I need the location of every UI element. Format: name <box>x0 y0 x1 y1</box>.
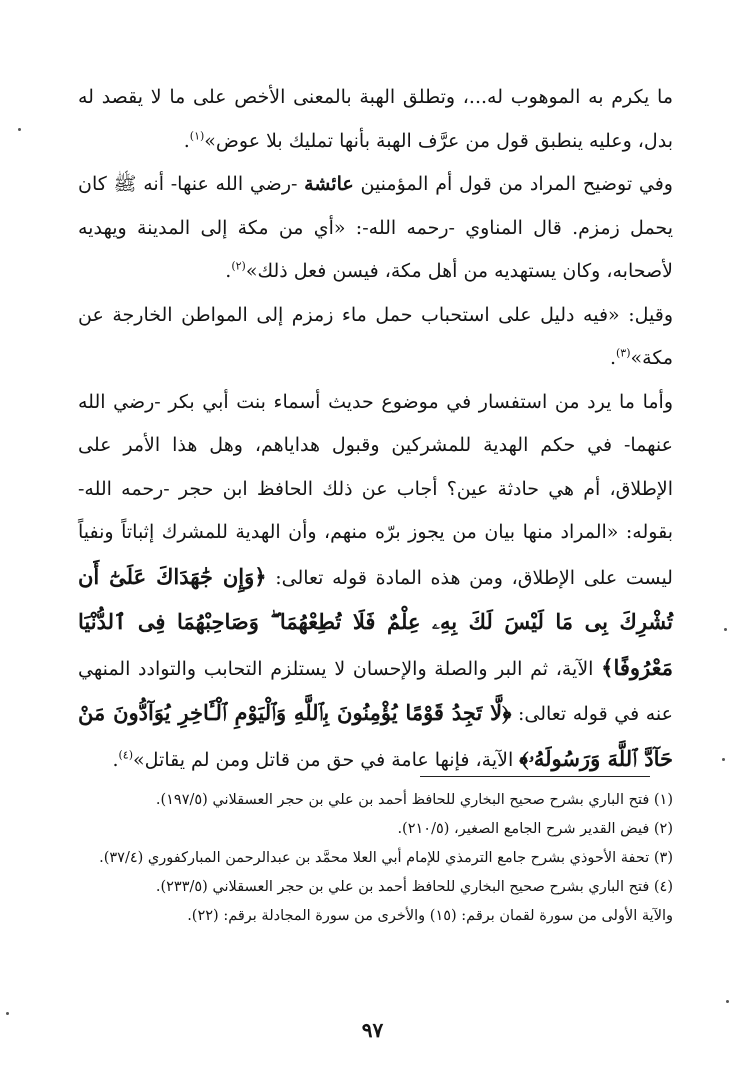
paragraph-1 <box>78 76 673 163</box>
footnote-4: (٤) فتح الباري بشرح صحيح البخاري للحافظ أحمد بن علي بن حجر العسقلاني (٢٣٣/٥). <box>155 879 673 895</box>
scan-speck <box>18 128 21 131</box>
paragraph-1-end: . <box>183 129 190 152</box>
footnote-divider <box>420 776 650 777</box>
quran-verse-2: ﴿لَّا تَجِدُ قَوْمًا يُؤْمِنُونَ بِٱللَّهِ وَٱلْيَوْمِ ٱلْـَٔاخِرِ يُوَآدُّونَ مَنْ حَآدَّ ٱللَّهَ وَرَسُولَهُۥ﴾ <box>78 700 673 771</box>
paragraph-2-text-a: وفي توضيح المراد من قول أم المؤمنين <box>353 173 673 195</box>
main-text <box>78 76 673 782</box>
footnote-ref-3[interactable]: (٣) <box>616 346 631 360</box>
paragraph-4-end: . <box>112 748 119 771</box>
scan-speck <box>726 1000 729 1003</box>
paragraph-1-text: ما يكرم به الموهوب له...، وتطلق الهبة بالمعنى الأخص على ما لا يقصد له بدل، وعليه ينطبق قول من عرَّف الهبة بأنها تمليك بلا عوض» <box>78 86 673 152</box>
footnote-ref-2[interactable]: (٢) <box>231 259 246 273</box>
paragraph-3 <box>78 294 673 381</box>
paragraph-4-text-b: الآية، ثم البر والصلة والإحسان لا يستلزم التحابب والتوادد المنهي عنه في قوله تعالى: <box>78 657 673 725</box>
paragraph-2 <box>78 163 673 294</box>
paragraph-2-text-b: -رضي الله عنها- أنه ﷺ كان يحمل زمزم. قال المناوي -رحمه الله-: «أي من مكة إلى المدينة ويهديه لأصحابه، وكان يستهديه من أهل مكة، فيسن فعل ذلك» <box>78 173 673 282</box>
highlighted-name: عائشة <box>304 173 354 195</box>
scan-speck <box>722 758 725 761</box>
paragraph-4-text-a: وأما ما يرد من استفسار في موضوع حديث أسماء بنت أبي بكر -رضي الله عنهما- في حكم الهدية للمشركين وقبول هداياهم، وهل هذا الأمر على الإطلاق، أم هي حادثة عين؟ أجاب عن ذلك الحافظ ابن حجر -رحمه الله- بقوله: «المراد منها بيان من يجوز برّه منهم، وأن الهدية للمشرك إثباتاً ونفياً ليست على الإطلاق، ومن هذه المادة قوله تعالى: <box>78 390 673 589</box>
page-number: ٩٧ <box>361 1018 384 1042</box>
footnote-1: (١) فتح الباري بشرح صحيح البخاري للحافظ أحمد بن علي بن حجر العسقلاني (١٩٧/٥). <box>155 792 673 808</box>
paragraph-3-end: . <box>609 347 616 369</box>
scan-speck <box>724 628 727 631</box>
footnote-2: (٢) فيض القدير شرح الجامع الصغير، (٢١٠/٥). <box>397 821 673 837</box>
footnotes <box>78 786 673 931</box>
footnote-ref-1[interactable]: (١) <box>189 129 205 143</box>
quran-verse-1: ﴿وَإِن جَٰهَدَاكَ عَلَىٰٓ أَن تُشْرِكَ بِى مَا لَيْسَ لَكَ بِهِۦ عِلْمٌ فَلَا تُطِعْهُمَا ۖ وَصَاحِبْهُمَا فِى ٱلدُّنْيَا مَعْرُوفًا﴾ <box>78 563 673 680</box>
scan-speck <box>6 1012 9 1015</box>
paragraph-4-text-c: الآية، فإنها عامة في حق من قاتل ومن لم يقاتل» <box>133 748 520 771</box>
paragraph-3-text: وقيل: «فيه دليل على استحباب حمل ماء زمزم إلى المواطن الخارجة عن مكة» <box>78 303 673 369</box>
paragraph-4 <box>78 381 673 783</box>
footnote-verse-note: والآية الأولى من سورة لقمان برقم: (١٥) والأخرى من سورة المجادلة برقم: (٢٢). <box>187 908 673 924</box>
paragraph-2-end: . <box>225 260 232 282</box>
footnote-ref-4[interactable]: (٤) <box>118 748 134 762</box>
footnote-3: (٣) تحفة الأحوذي بشرح جامع الترمذي للإمام أبي العلا محمَّد بن عبدالرحمن المباركفوري (٣٧/٤). <box>99 850 673 866</box>
